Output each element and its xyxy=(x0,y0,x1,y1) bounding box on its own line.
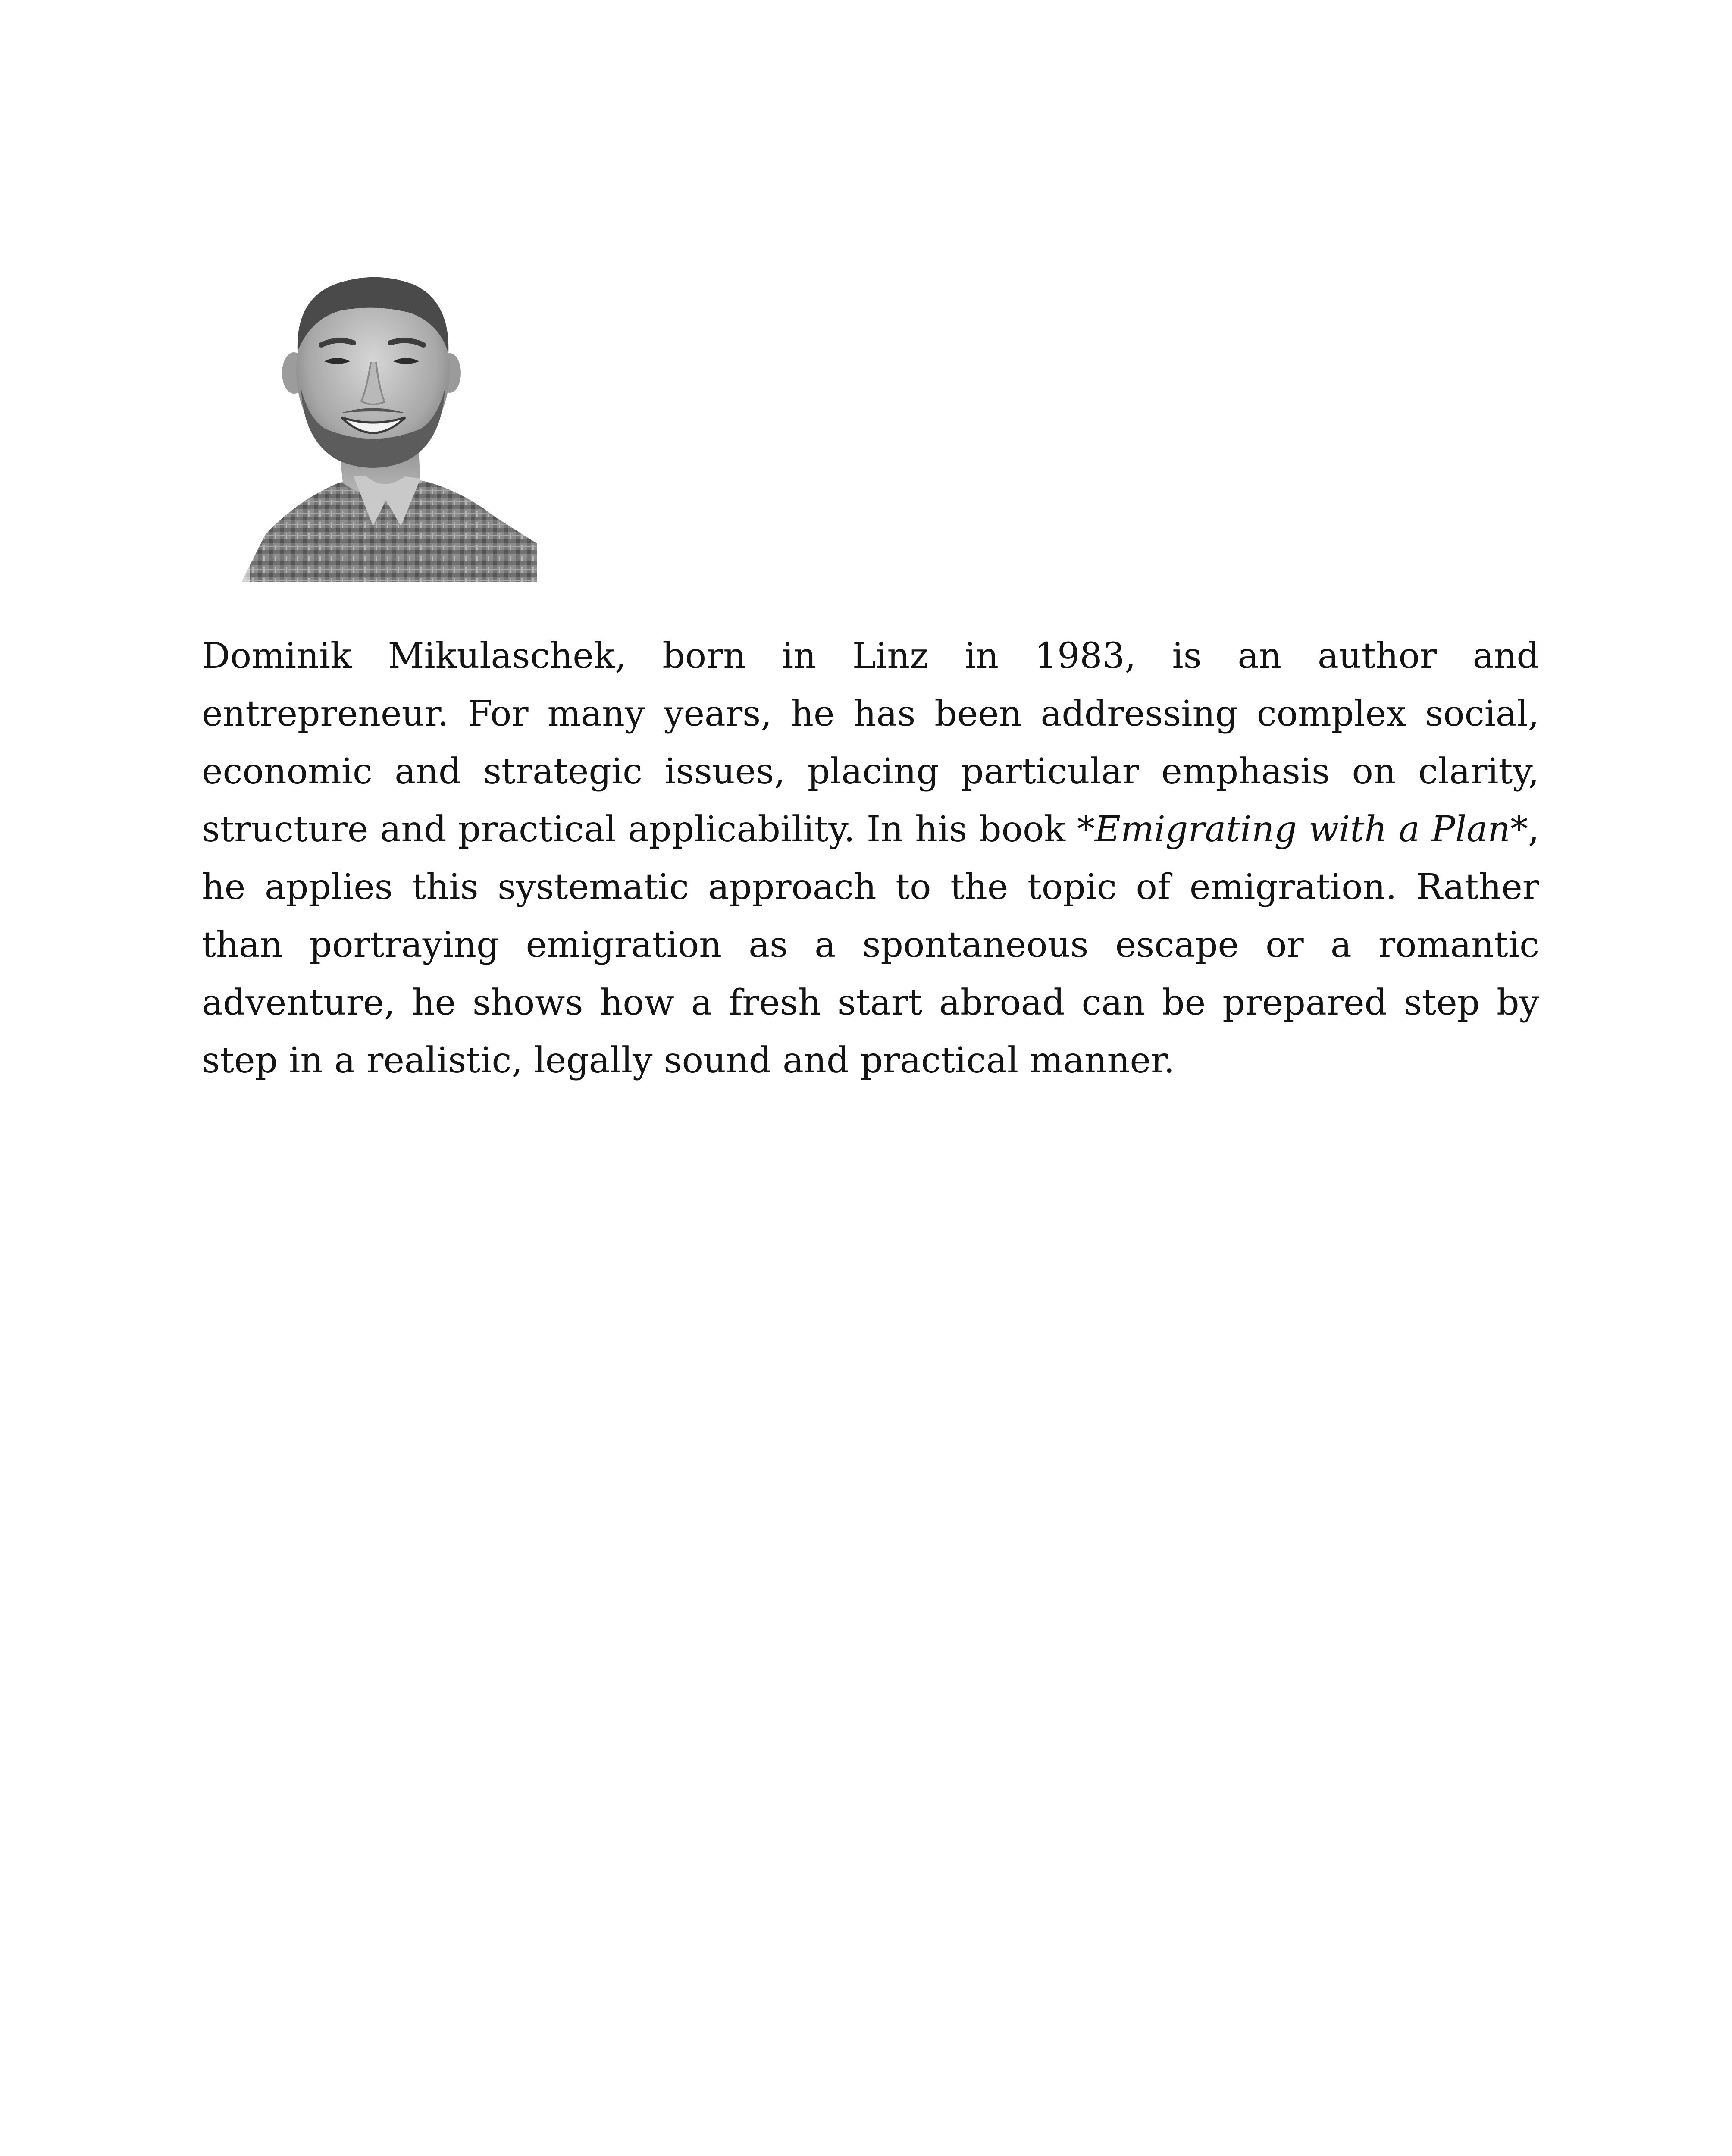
author-bio xyxy=(202,627,1539,1090)
bio-text-end: , he applies this systematic approach to the topic of emigration. Rather than portraying emigration as a spontaneous escape or a romantic adventure, he shows how a fresh start abroad can be prepared step by step in a realistic, legally sound and practical manner. xyxy=(202,809,1539,1081)
bio-text-start: Dominik Mikulaschek, born in Linz in 1983, is an author and entrepreneur. For many years, he has been addressing complex social, economic and strategic issues, placing particular emphasis on clarity, structure and practical applicability. In his book xyxy=(202,636,1539,850)
book-title: *Emigrating with a Plan* xyxy=(1077,809,1528,850)
author-portrait-icon xyxy=(224,259,537,582)
